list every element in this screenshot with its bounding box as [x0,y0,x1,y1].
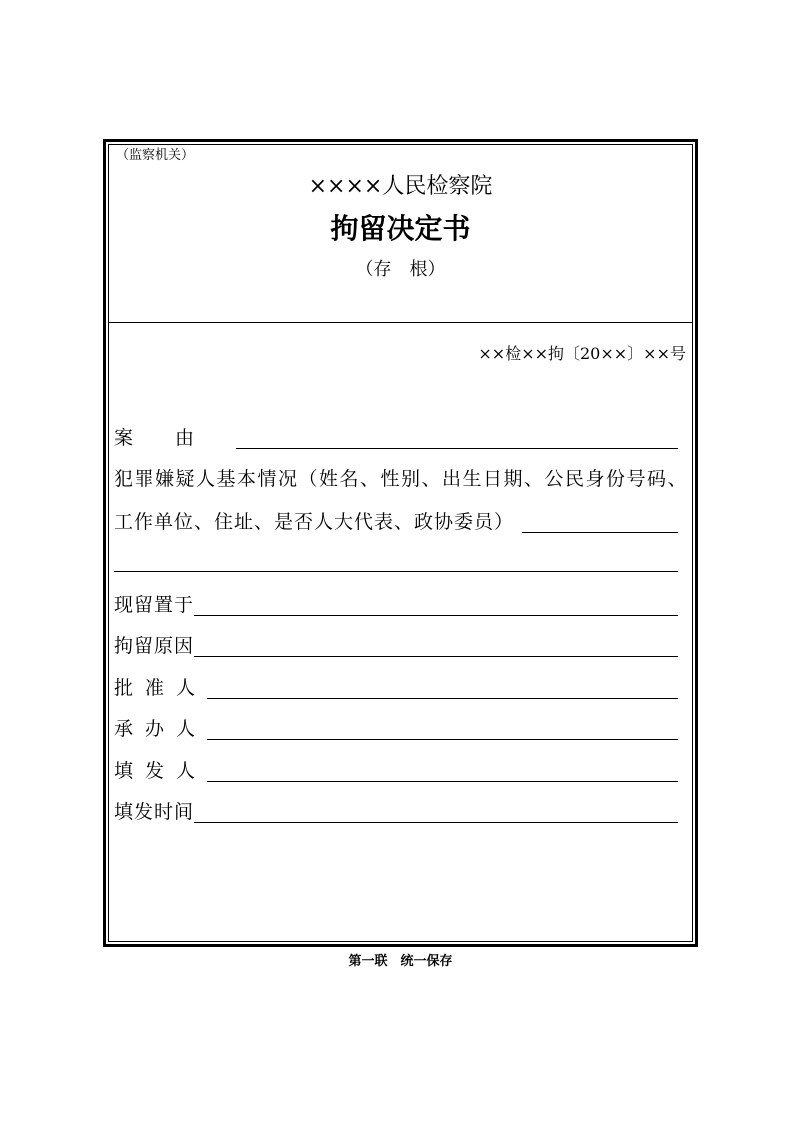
issuer-label: 填发人 [114,760,208,782]
field-handler [114,712,678,742]
detained-at-line[interactable] [194,615,678,616]
document-title: 拘留决定书 [330,212,471,245]
handler-label: 承办人 [114,718,208,740]
org-note: （监察机关） [116,148,195,163]
field-suspect-info [114,505,678,535]
footer-note: 第一联 统一保存 [348,954,453,969]
case-reason-line[interactable] [236,448,678,449]
field-detained-at [114,588,678,618]
header-divider [108,322,693,323]
case-reason-label: 案由 [114,427,237,449]
detained-at-label: 现留置于 [114,594,195,616]
issue-time-label: 填发时间 [114,801,195,823]
handler-line[interactable] [207,739,678,740]
document-number: ××检××拘〔20××〕××号 [478,344,686,363]
issuer-line[interactable] [207,781,678,782]
agency-name: ××××人民检察院 [308,174,493,199]
field-approver [114,671,678,701]
field-issuer [114,754,678,784]
field-case-reason [114,421,678,451]
approver-line[interactable] [207,698,678,699]
field-detention-reason [114,629,678,659]
approver-label: 批准人 [114,677,208,699]
suspect-info-line[interactable] [522,532,678,533]
field-issue-time [114,795,678,825]
suspect-info-label-line1: 犯罪嫌疑人基本情况（姓名、性别、出生日期、公民身份号码、 [114,468,689,490]
suspect-info-label-line2: 工作单位、住址、是否人大代表、政协委员） [114,511,515,533]
detention-reason-label: 拘留原因 [114,635,195,657]
detention-reason-line[interactable] [194,656,678,657]
issue-time-line[interactable] [194,822,678,823]
copy-type-label: （存 根） [355,259,446,280]
suspect-info-extra-line[interactable] [114,571,678,572]
